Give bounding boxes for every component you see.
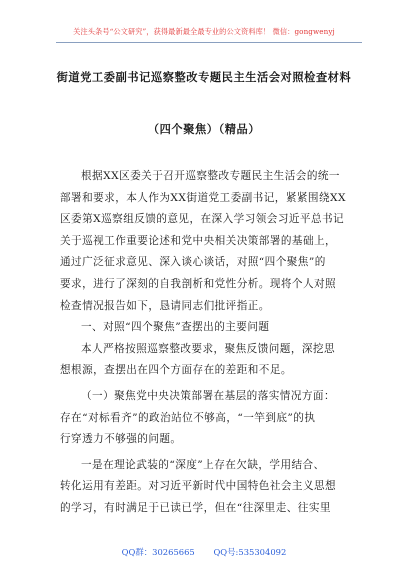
document-body bbox=[60, 166, 356, 520]
subsection-heading: （一）聚焦党中央决策部署在基层的落实情况方面： bbox=[81, 389, 336, 402]
body-line: 行穿透力不够强的问题。 bbox=[60, 433, 182, 446]
document-subtitle: （四个聚焦）（精品） bbox=[147, 122, 261, 136]
body-line: 本人严格按照巡察整改要求，聚焦反馈问题，深挖思 bbox=[81, 342, 336, 355]
section-heading: 一、对照“四个聚焦”查摆出的主要问题 bbox=[81, 321, 270, 334]
body-line: 通过广泛征求意见、深入谈心谈话，对照“四个聚焦”的 bbox=[60, 256, 326, 269]
body-line: 想根源，查摆出在四个方面存在的差距和不足。 bbox=[60, 364, 292, 377]
body-line: 检查情况报告如下，恳请同志们批评指正。 bbox=[60, 299, 270, 312]
body-line: 的学习，有时满足于已读已学，但在“往深里走、往实里 bbox=[60, 501, 331, 514]
body-line: 区委第X巡察组反馈的意见，在深入学习领会习近平总书记 bbox=[60, 213, 345, 226]
header-divider bbox=[56, 42, 362, 43]
footer-contact bbox=[0, 546, 408, 558]
body-line: 关于巡视工作重要论述和党中央相关决策部署的基础上， bbox=[60, 234, 337, 247]
body-line: 根据XX区委关于召开巡察整改专题民主生活会的统一 bbox=[81, 170, 340, 182]
document-title: 街道党工委副书记巡察整改专题民主生活会对照检查材料 bbox=[56, 70, 352, 84]
body-line: 部署和要求，本人作为XX街道党工委副书记，紧紧围绕XX bbox=[60, 191, 346, 204]
body-line: 一是在理论武装的“深度”上存在欠缺，学用结合、 bbox=[81, 458, 325, 471]
footer-qq-group: QQ群：30265665 bbox=[121, 547, 195, 557]
header-promo: 关注头条号“公文研究”，获得最新最全最专业的公文资料库！ 微信：gongwenyj bbox=[73, 27, 335, 36]
body-line: 存在“对标看齐”的政治站位不够高，“一竿到底”的执 bbox=[60, 411, 316, 424]
body-line: 要求，进行了深刻的自我剖析和党性分析。现将个人对照 bbox=[60, 277, 337, 290]
footer-qq-number: QQ号:535304092 bbox=[213, 547, 287, 557]
body-line: 转化运用有差距。对习近平新时代中国特色社会主义思想 bbox=[60, 480, 337, 493]
